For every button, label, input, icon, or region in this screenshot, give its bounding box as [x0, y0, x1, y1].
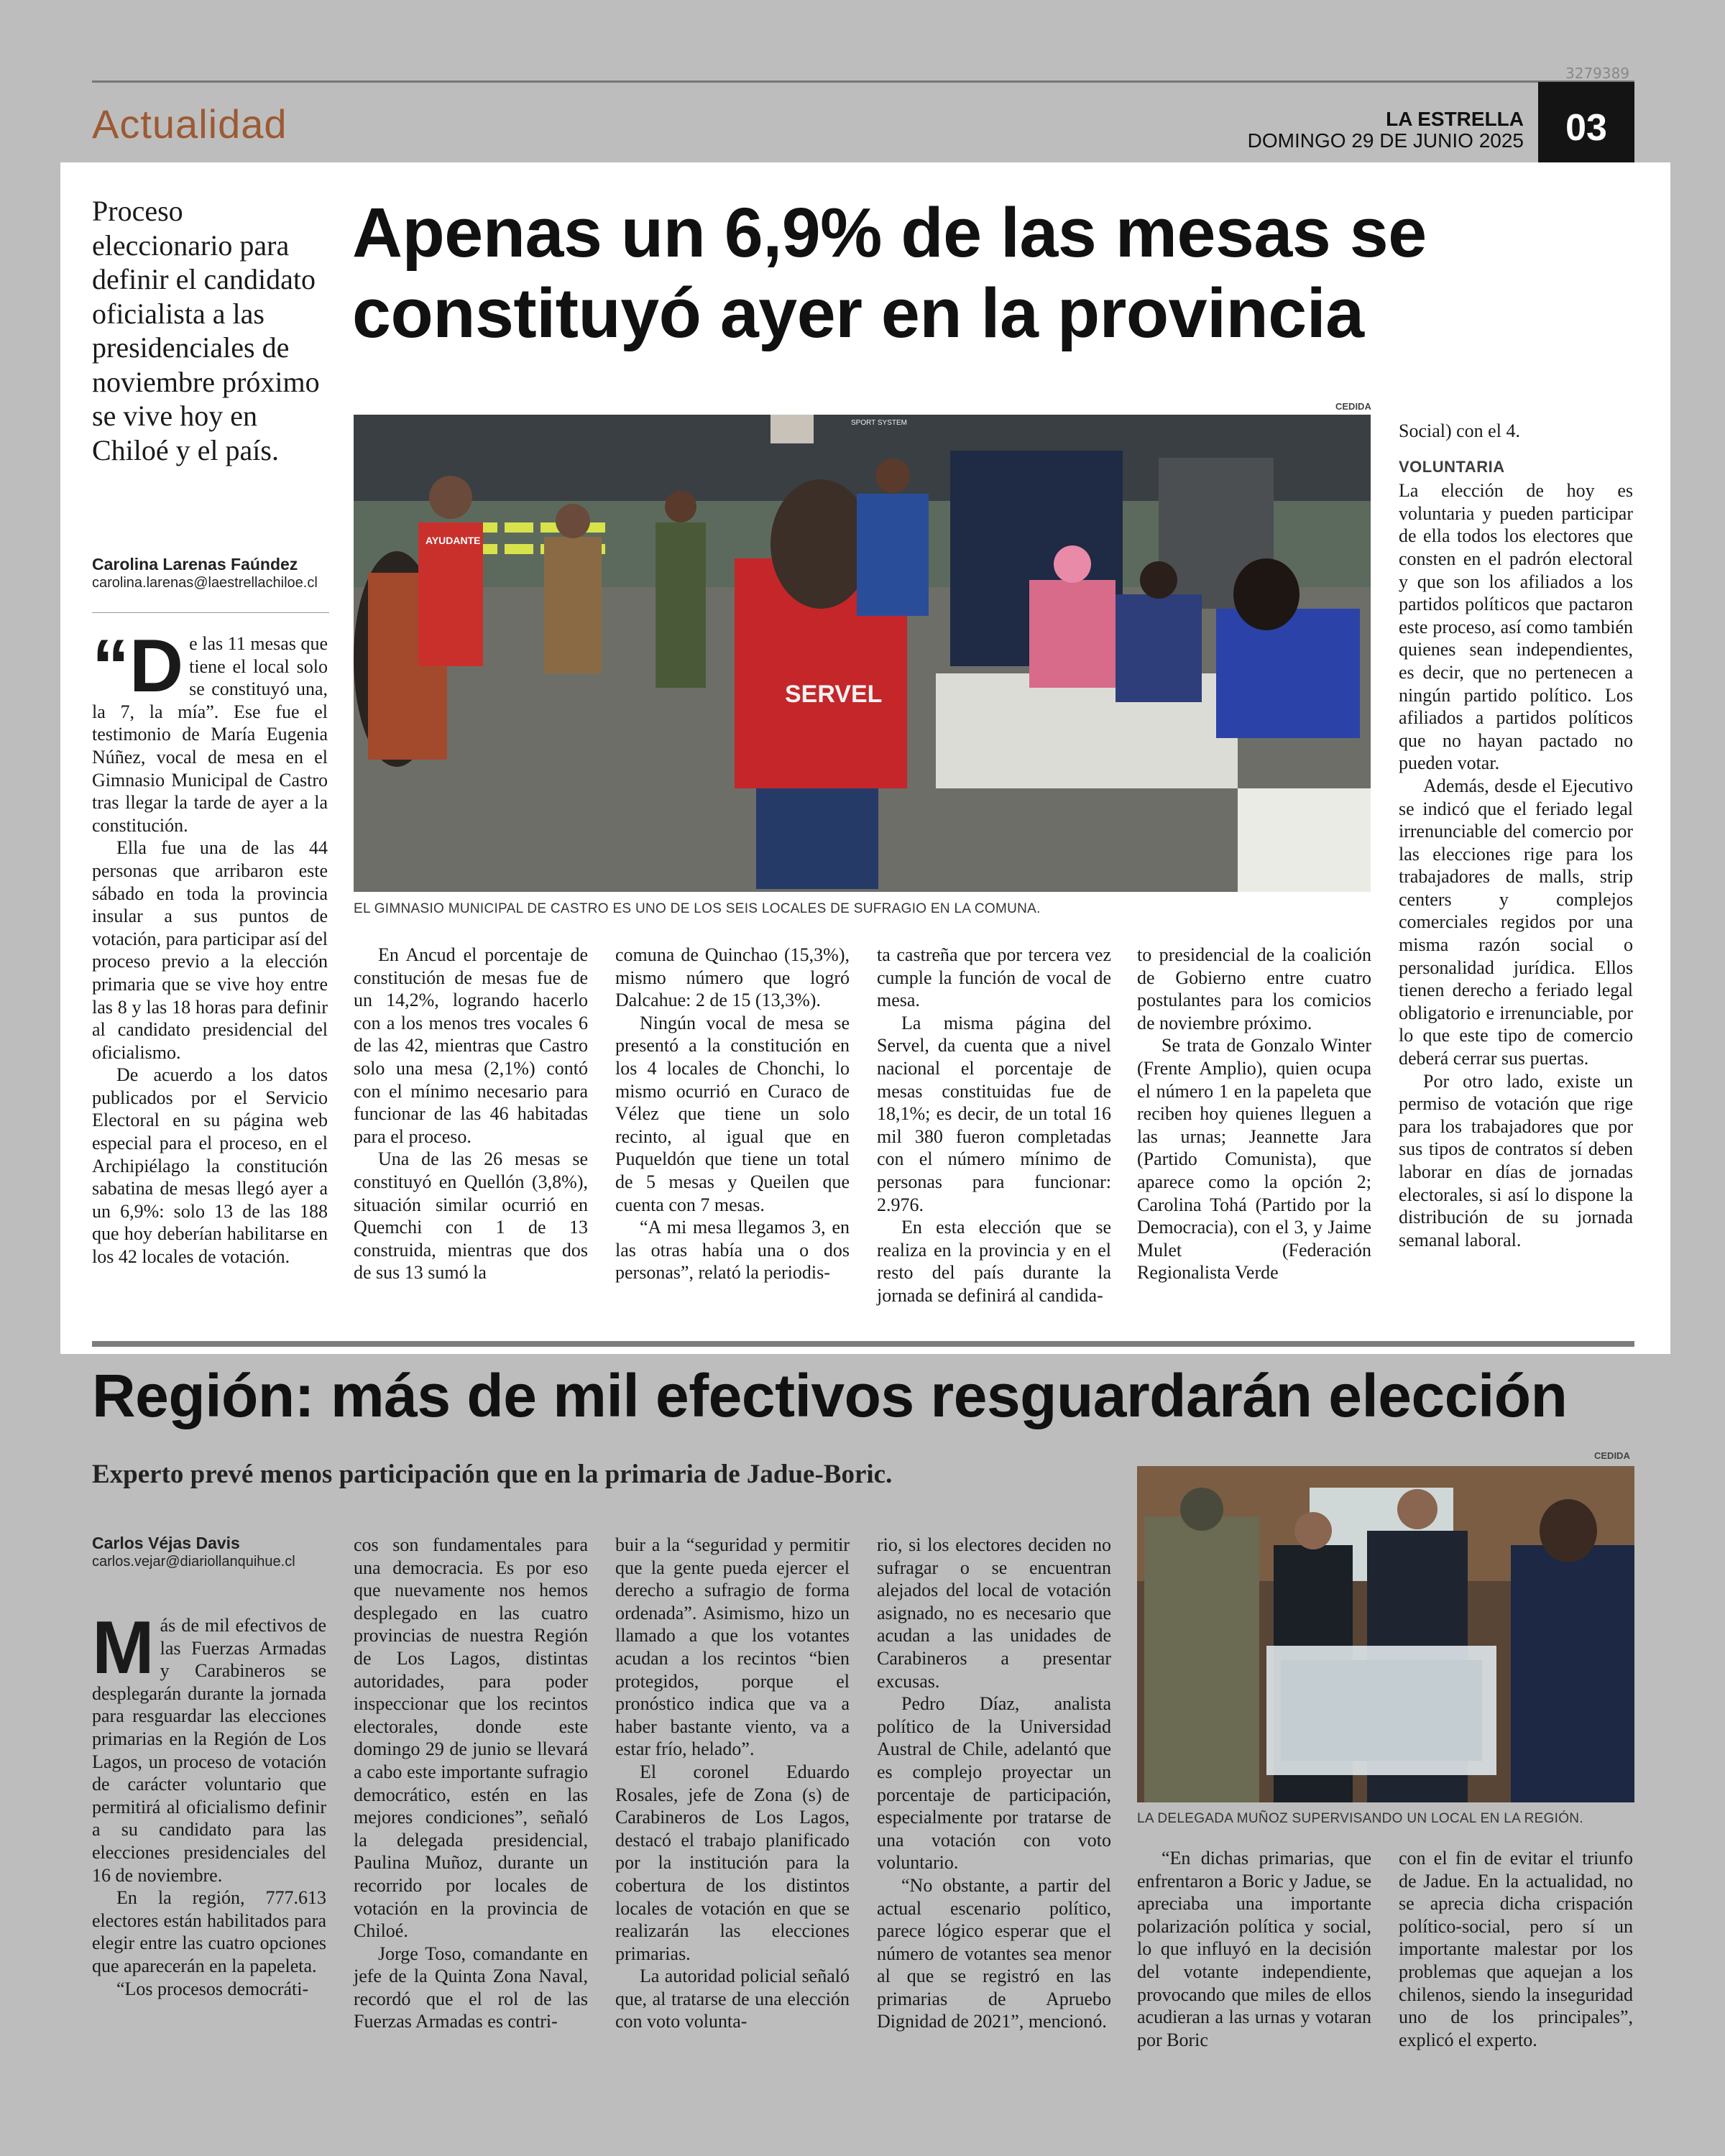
top-rule: [92, 80, 1634, 83]
photo2-inspection: [1137, 1466, 1634, 1802]
article-separator: [92, 1341, 1634, 1347]
article2-subtitle: Experto prevé menos participación que en la primaria de Jadue-Boric.: [92, 1460, 893, 1489]
article2-col2-p1: cos son fundamentales para una democracia. Es por eso que nuevamente nos hemos desplegado en las cuatro provincias de nuestra Región de Los Lagos, distintas autoridades, para poder inspeccionar que los recintos electorales, donde este domingo 29 de junio se llevará a cabo este importante sufragio democrático, estén en las mejores condiciones”, señaló la delegada presidencial, Paulina Muñoz, durante un recorrido por locales de votación en la provincia de Chiloé.: [354, 1534, 588, 1942]
article1-col5: [1137, 944, 1371, 1284]
article2-col6-p1: con el fin de evitar el triunfo de Jadue. En la actualidad, no se aprecia dicha crispación político-social, pero sí un importante malestar por los problemas que aquejan a los chilenos, siendo la inseguridad uno de los principales”, explicó el experto.: [1399, 1848, 1633, 2050]
article2-col2-p2: Jorge Toso, comandante en jefe de la Quinta Zona Naval, recordó que el rol de las Fuerzas Armadas es contri-: [354, 1943, 588, 2032]
article1-col4-p2: La misma página del Servel, da cuenta que a nivel nacional el porcentaje de mesas constituidas fue de 18,1%; es decir, de un total 16 mil 380 fueron completadas con el número mínimo de personas para funcionar: 2.976.: [877, 1012, 1111, 1215]
photo2-caption: LA DELEGADA MUÑOZ SUPERVISANDO UN LOCAL EN LA REGIÓN.: [1137, 1811, 1583, 1826]
article1-col4-p1: ta castreña que por tercera vez cumple la función de vocal de mesa.: [877, 944, 1111, 1011]
article2-dropcap: M: [92, 1606, 155, 1690]
article2-col4-p3: “No obstante, a partir del actual escenario político, parece lógico esperar que el número de votantes sea menor al que se registró en las primarias de Apruebo Dignidad de 2021”, mencionó.: [877, 1874, 1111, 2032]
article1-col6-p0: Social) con el 4.: [1399, 420, 1520, 441]
article2-col3-p1: buir a la “seguridad y permitir que la gente pueda ejercer el derecho a sufragio de forma ordenada”. Asimismo, hizo un llamado a que los votantes acudan a los recintos “bien protegidos, porque el pronóstico indica que va a haber bastante viento, va a estar frío, helado”.: [615, 1534, 850, 1760]
article1-col4: [877, 944, 1111, 1307]
article2-col1-p2: En la región, 777.613 electores están habilitados para elegir entre las cuatro opciones que aparecerán en la papeleta.: [92, 1887, 326, 1976]
article2-col3: [615, 1534, 850, 2033]
article1-col3-p2: Ningún vocal de mesa se presentó a la constitución en los 4 locales de Chonchi, lo mismo ocurrió en Curaco de Vélez que tiene un solo recinto, al igual que en Puqueldón que tiene un total de 5 mesas y Queilen que cuenta con 7 mesas.: [615, 1012, 850, 1215]
article2-col1: [92, 1606, 326, 2000]
article1-col3-p1: comuna de Quinchao (15,3%), mismo número que logró Dalcahue: 2 de 15 (13,3%).: [615, 944, 850, 1011]
article1-col6-p1: La elección de hoy es voluntaria y pueden participar de ella todos los electores que consten en el padrón electoral y que son los afiliados a los partidos políticos que pactaron este proceso, así como también quienes sean independientes, es decir, que no pertenecen a ningún partido político. Los afiliados a partidos políticos que no hayan pactado no pueden votar.: [1399, 480, 1633, 774]
section-label: Actualidad: [92, 101, 288, 147]
photo1-caption: EL GIMNASIO MUNICIPAL DE CASTRO ES UNO DE LOS SEIS LOCALES DE SUFRAGIO EN LA COMUNA.: [354, 901, 1041, 916]
photo1-scene: [354, 415, 1371, 892]
article1-author: Carolina Larenas Faúndez: [92, 555, 298, 573]
photo1-credit: CEDIDA: [1335, 401, 1371, 412]
article1-col2: [354, 944, 588, 1284]
article2-col2: [354, 1534, 588, 2033]
newspaper-name: LA ESTRELLA: [1386, 108, 1524, 130]
article1-dropcap-letter: D: [129, 625, 184, 708]
article2-col3-p2: El coronel Eduardo Rosales, jefe de Zona (s) de Carabineros de Los Lagos, destacó el trabajo planificado por la institución para la cobertura de los distintos locales de votación en que se realizarán las elecciones primarias.: [615, 1761, 850, 1964]
photo1-vest-text: SERVEL: [785, 681, 883, 708]
article1-lead: Proceso eleccionario para definir el candidato oficialista a las presidenciales de noviembre próximo se vive hoy en Chiloé y el país.: [92, 195, 320, 466]
page-number-box: [1538, 82, 1634, 172]
photo2-credit: CEDIDA: [1594, 1450, 1630, 1461]
photo1-vest1-text: AYUDANTE: [426, 535, 481, 546]
article2-col6: [1399, 1847, 1633, 2051]
article2-col4: [877, 1534, 1111, 2033]
page-date: DOMINGO 29 DE JUNIO 2025: [1247, 129, 1524, 152]
article1-col1-p1: e las 11 mesas que tiene el local solo se constituyó una, la 7, la mía”. Ese fue el testimonio de María Eugenia Núñez, vocal de mesa en el Gimnasio Municipal de Castro tras llegar la tarde de ayer a la constitución.: [92, 633, 328, 836]
photo2-scene: [1137, 1466, 1634, 1802]
article2-col5-p1: “En dichas primarias, que enfrentaron a Boric y Jadue, se apreciaba una importante polarización política y social, lo que influyó en la decisión del votante independiente, provocando que miles de ellos acudieran a las urnas y votaran por Boric: [1137, 1848, 1371, 2050]
article1-col2-p1: En Ancud el porcentaje de constitución de mesas fue de un 14,2%, logrando hacerlo con a los menos tres vocales 6 de las 42, mientras que Castro solo una mesa (2,1%) contó con el mínimo necesario para funcionar de las 46 habitadas para el proceso.: [354, 944, 588, 1147]
photo1-banner-text: SPORT SYSTEM: [851, 419, 907, 427]
article1-col6: [1399, 420, 1633, 1251]
lead-divider: [92, 612, 329, 613]
article1-col3: [615, 944, 850, 1284]
article2-col1-p1: ás de mil efectivos de las Fuerzas Armadas y Carabineros se desplegarán durante la jornada para resguardar las elecciones primarias en la Región de Los Lagos, un proceso de votación de carácter voluntario que permitirá al oficialismo definir a su candidato para las elecciones presidenciales del 16 de noviembre.: [92, 1615, 326, 1886]
article2-col5: [1137, 1847, 1371, 2051]
article1-dropcap: [92, 625, 184, 708]
article2-col4-p2: Pedro Díaz, analista político de la Universidad Austral de Chile, adelantó que es complejo proyectar un porcentaje de participación, especialmente por tratarse de una votación con voto voluntario.: [877, 1693, 1111, 1874]
article1-col1-p2: Ella fue una de las 44 personas que arribaron este sábado en toda la provincia insular a sus puntos de votación, para participar así del proceso previo a la elección primaria que se vive hoy entre las 8 y las 18 horas para definir al candidato presidencial del oficialismo.: [92, 837, 328, 1063]
photo1-gym: [354, 415, 1371, 892]
article1-col6-p2: Además, desde el Ejecutivo se indicó que el feriado legal irrenunciable del comercio por las elecciones rige para los trabajadores de malls, strip centers y complejos comerciales regidos por una misma razón social o personalidad jurídica. Ellos tienen derecho a feriado legal obligatorio e irrenunciable, por lo que este tipo de comercio deberá cerrar sus puertas.: [1399, 775, 1633, 1069]
article1-col1-p3: De acuerdo a los datos publicados por el Servicio Electoral en su página web especial para el proceso, en el Archipiélago la constitución sabatina de mesas llegó ayer a un 6,9%: solo 13 de las 188 que hoy deberían habilitarse en los 42 locales de votación.: [92, 1064, 328, 1268]
article2-col1-p3: “Los procesos democráti-: [116, 1978, 309, 1999]
article1-quote-mark: “: [92, 625, 129, 708]
article1-col2-p2: Una de las 26 mesas se constituyó en Quellón (3,8%), situación similar ocurrió en Quemchi con 1 de 13 construida, mientras que dos de sus 13 sumó la: [354, 1148, 588, 1284]
article2-col3-p3: La autoridad policial señaló que, al tratarse de una elección con voto volunta-: [615, 1966, 850, 2032]
article2-col4-p1: rio, si los electores deciden no sufragar o se encuentran alejados del local de votación asignado, no es necesario que acudan a las unidades de Carabineros a presentar excusas.: [877, 1534, 1111, 1692]
article1-col4-p3: En esta elección que se realiza en la provincia y en el resto del país durante la jornada se definirá al candida-: [877, 1217, 1111, 1306]
article1-headline: Apenas un 6,9% de las mesas se constituyó ayer en la provincia: [352, 193, 1427, 352]
article1-col1: [92, 625, 328, 1268]
article1-col3-p3: “A mi mesa llegamos 3, en las otras había una o dos personas”, relató la periodis-: [615, 1217, 850, 1284]
article2-headline: Región: más de mil efectivos resguardarán elección: [92, 1362, 1568, 1429]
id-code-top: 3279389: [1565, 65, 1630, 82]
article1-email: carolina.larenas@laestrellachiloe.cl: [92, 575, 318, 591]
article1-subhead: VOLUNTARIA: [1399, 457, 1505, 476]
article1-col6-p3: Por otro lado, existe un permiso de votación que rige para los trabajadores que por sus tipos de contratos sí deben laborar en días de jornadas electorales, si así lo dispone la distribución de su jornada semanal laboral.: [1399, 1070, 1633, 1250]
article2-author: Carlos Véjas Davis: [92, 1534, 240, 1552]
article1-col5-p1: to presidencial de la coalición de Gobierno entre cuatro postulantes para los comicios de noviembre próximo.: [1137, 944, 1371, 1033]
page-number: 03: [1565, 107, 1607, 149]
article1-col5-p2: Se trata de Gonzalo Winter (Frente Amplio), quien ocupa el número 1 en la papeleta que reciben hoy quienes lleguen a las urnas; Jeannette Jara (Partido Comunista), que aparece como la opción 2; Carolina Tohá (Partido por la Democracia), con el 3, y Jaime Mulet (Federación Regionalista Verde: [1137, 1035, 1371, 1284]
article2-email: carlos.vejar@diariollanquihue.cl: [92, 1554, 295, 1570]
